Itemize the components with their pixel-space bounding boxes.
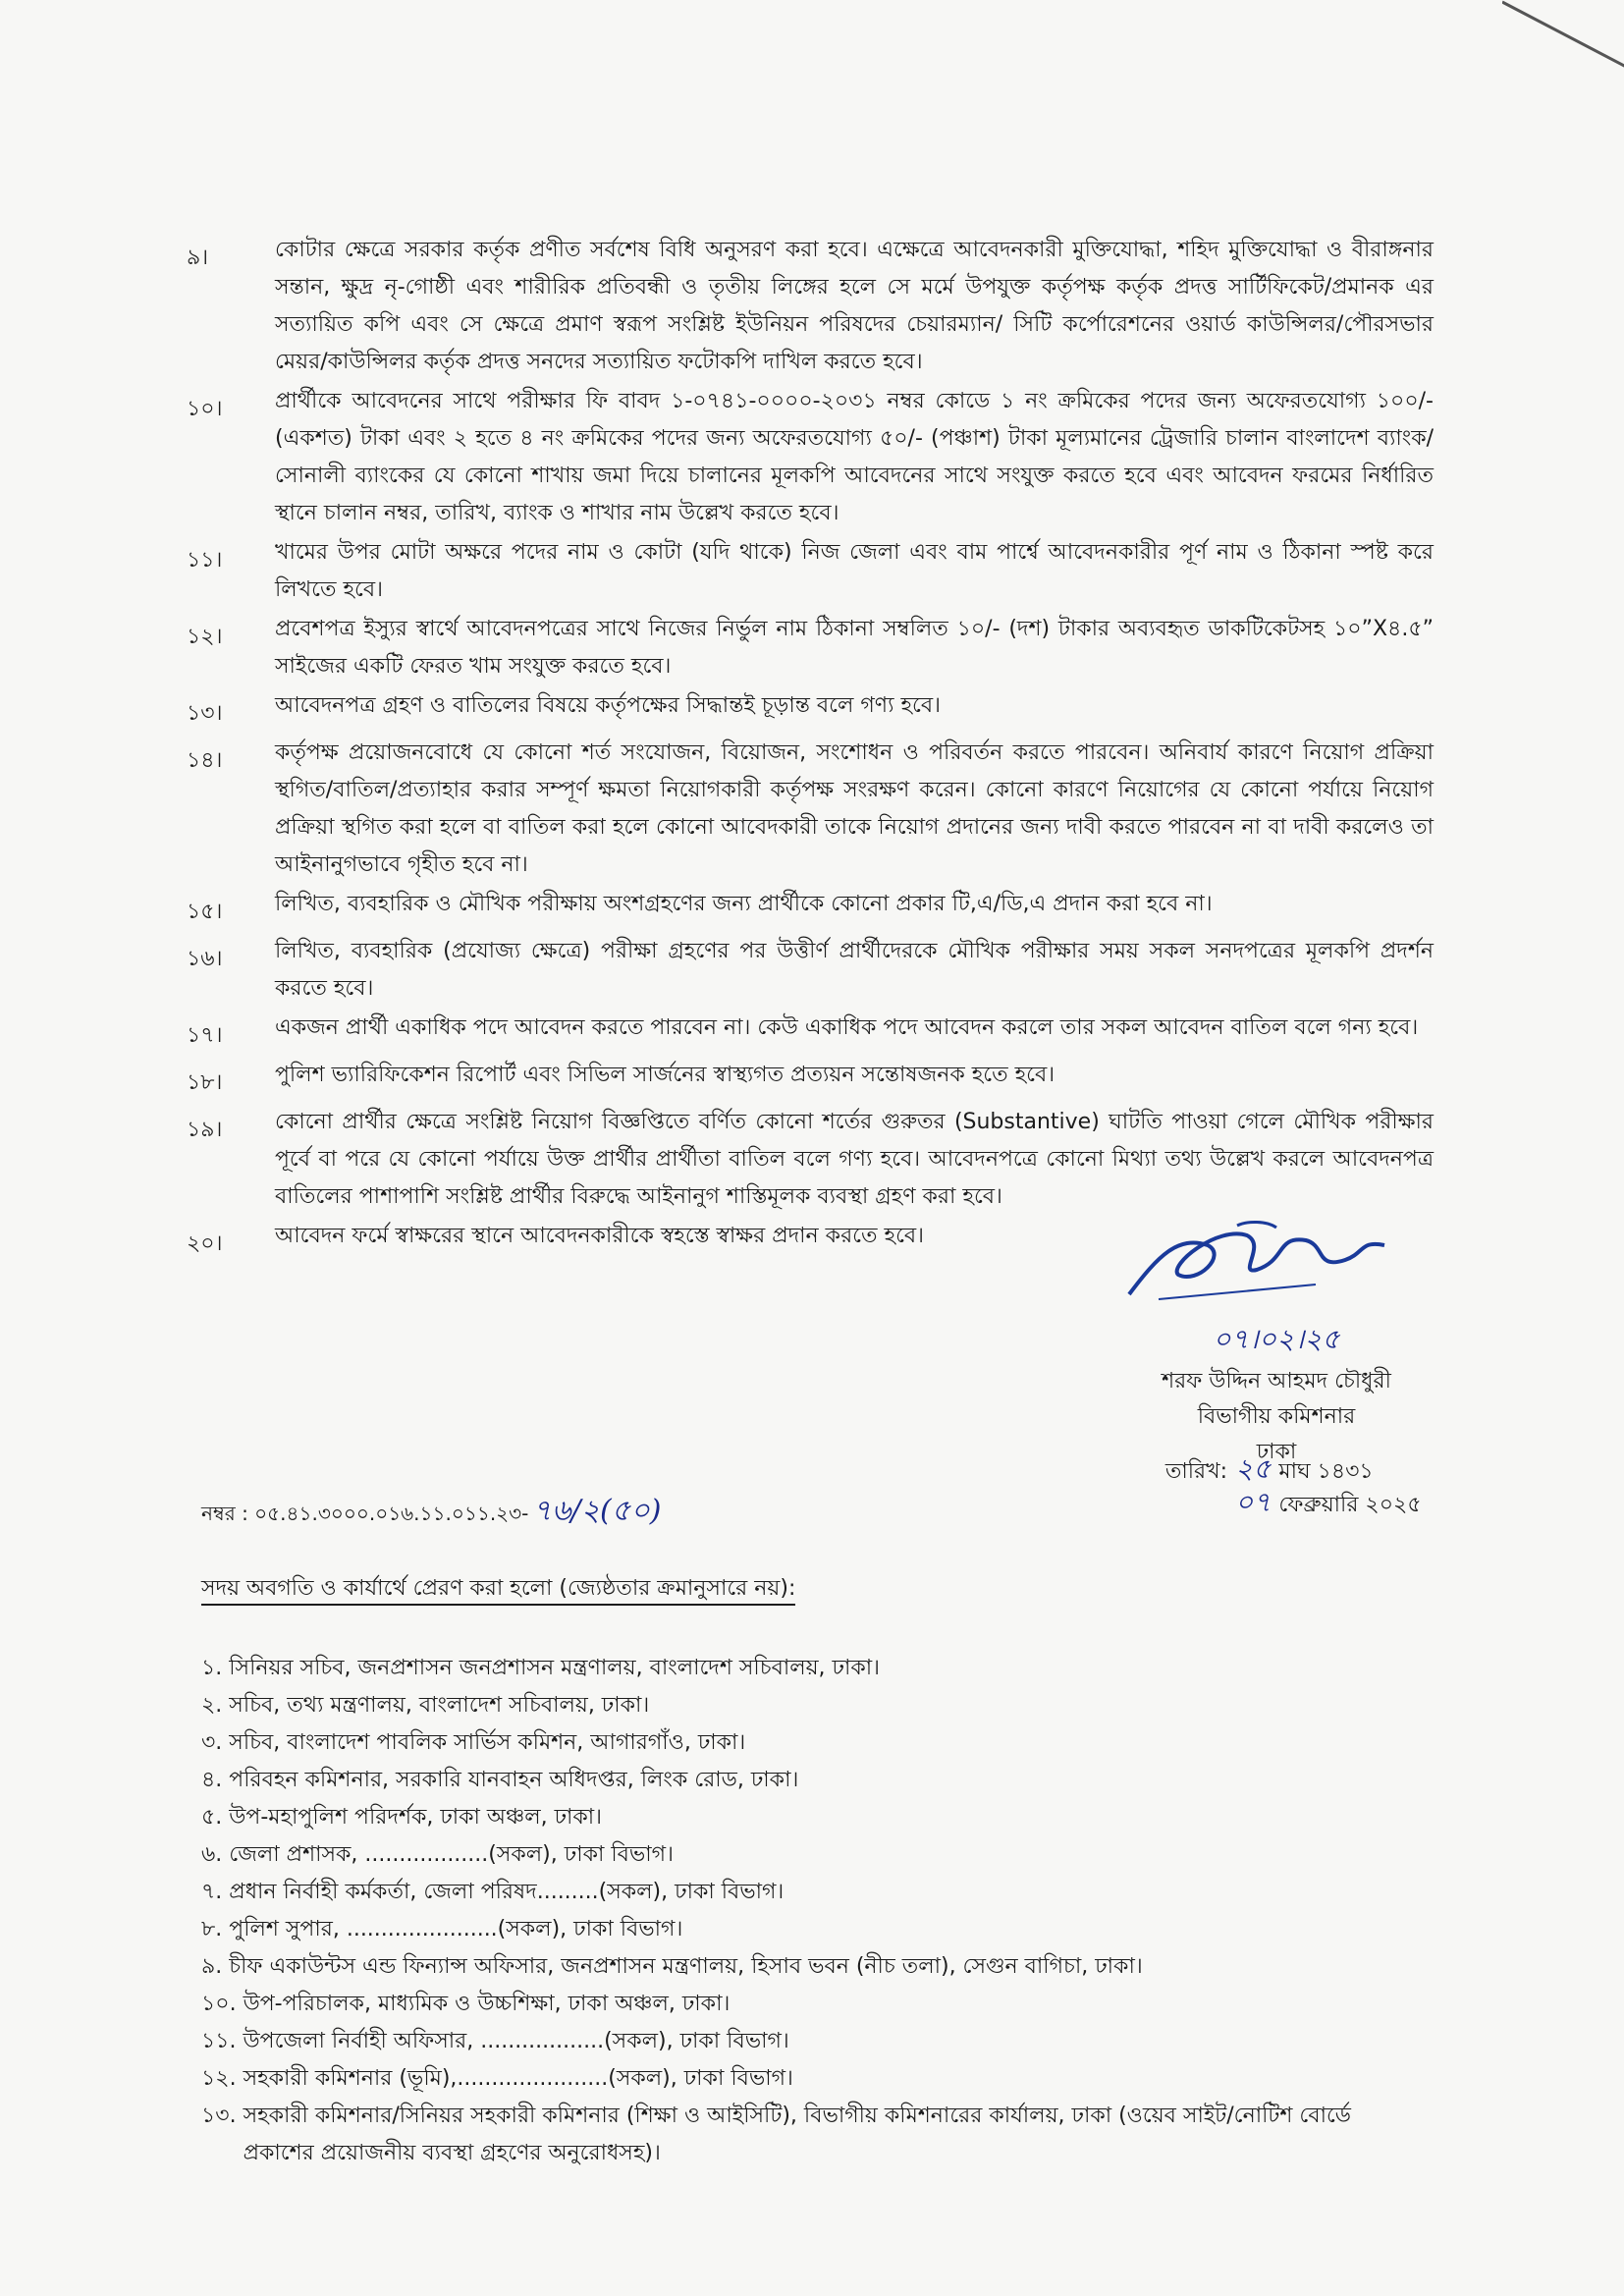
distribution-text: উপ-পরিচালক, মাধ্যমিক ও উচ্চশিক্ষা, ঢাকা অঞ্চল, ঢাকা। [243, 1992, 731, 2016]
clause-text: কর্তৃপক্ষ প্রয়োজনবোধে যে কোনো শর্ত সংযোজন, বিয়োজন, সংশোধন ও পরিবর্তন করতে পারবেন। অনিবার্য কারণে নিয়োগ প্রক্রিয়া স্থগিত/বাতিল/প্রত্যাহার করার সম্পূর্ণ ক্ষমতা নিয়োগকারী কর্তৃপক্ষ সংরক্ষণ করেন। কোনো কারণে নিয়োগের যে কোনো পর্যায়ে নিয়োগ প্রক্রিয়া স্থগিত করা হলে বা বাতিল করা হলে কোনো আবেদকারী তাকে নিয়োগ প্রদানের জন্য দাবী করতে পারবেন না বা দাবী করলেও তা আইনানুগভাবে গৃহীত হবে না। [275, 740, 1434, 877]
distribution-number: ৬. [201, 1842, 230, 1867]
clause-text: আবেদনপত্র গ্রহণ ও বাতিলের বিষয়ে কর্তৃপক্ষের সিদ্ধান্তই চূড়ান্ত বলে গণ্য হবে। [275, 693, 941, 718]
distribution-text: সচিব, বাংলাদেশ পাবলিক সার্ভিস কমিশন, আগারগাঁও, ঢাকা। [229, 1730, 746, 1755]
clause-item [187, 735, 1434, 884]
clause-number: ১২। [187, 625, 223, 649]
bangla-day-handwritten: ২৫ [1235, 1452, 1272, 1485]
clause-item [187, 687, 1434, 733]
clause-number: ১৪। [187, 748, 223, 773]
clause-number: ১৩। [187, 701, 223, 726]
distribution-number: ৩. [201, 1730, 230, 1755]
bangla-month-year: মাঘ ১৪৩১ [1278, 1459, 1374, 1484]
clause-number: ১০। [187, 397, 223, 421]
distribution-item [201, 1986, 1429, 2023]
clause-text: প্রার্থীকে আবেদনের সাথে পরীক্ষার ফি বাবদ ১-০৭৪১-০০০০-২০৩১ নম্বর কোডে ১ নং ক্রমিকের পদের জন্য অফেরতযোগ্য ১০০/- (একশত) টাকা এবং ২ হতে ৪ নং ক্রমিকের পদের জন্য অফেরতযোগ্য ৫০/- (পঞ্চাশ) টাকা মূল্যমানের ট্রেজারি চালান বাংলাদেশ ব্যাংক/সোনালী ব্যাংকের যে কোনো শাখায় জমা দিয়ে চালানের মূলকপি আবেদনের সাথে সংযুক্ত করতে হবে এবং আবেদন ফরমের নির্ধারিত স্থানে চালান নম্বর, তারিখ, ব্যাংক ও শাখার নাম উল্লেখ করতে হবে। [275, 389, 1434, 525]
memo-number [201, 1487, 661, 1537]
clause-number: ২০। [187, 1231, 223, 1256]
distribution-number: ১১. [201, 2029, 244, 2053]
distribution-heading: সদয় অবগতি ও কার্যার্থে প্রেরণ করা হলো (জ্যেষ্ঠতার ক্রমানুসারে নয়): [201, 1574, 795, 1606]
signature-block [1110, 1216, 1443, 1470]
distribution-number: ৯. [201, 1954, 230, 1979]
clause-text: প্রবেশপত্র ইস্যুর স্বার্থে আবেদনপত্রের সাথে নিজের নির্ভুল নাম ঠিকানা সম্বলিত ১০/- (দশ) টাকার অব্যবহৃত ডাকটিকেটসহ ১০”X৪.৫” সাইজের একটি ফেরত খাম সংযুক্ত করতে হবে। [275, 617, 1434, 679]
distribution-item [201, 2023, 1429, 2060]
date-label: তারিখ: [1164, 1459, 1227, 1484]
clause-number: ১৬। [187, 947, 223, 971]
distribution-number: ২. [201, 1693, 230, 1718]
distribution-item [201, 1650, 1429, 1687]
distribution-number: ৪. [201, 1768, 230, 1792]
distribution-number: ১০. [201, 1992, 244, 2016]
distribution-text: সহকারী কমিশনার (ভূমি),......................(সকল), ঢাকা বিভাগ। [243, 2066, 793, 2091]
clause-text: আবেদন ফর্মে স্বাক্ষরের স্থানে আবেদনকারীকে স্বহস্তে স্বাক্ষর প্রদান করতে হবে। [275, 1224, 925, 1248]
english-month-year: ফেব্রুয়ারি ২০২৫ [1278, 1493, 1422, 1517]
page-corner-mark [1502, 0, 1624, 147]
clause-item [187, 534, 1434, 609]
distribution-item [201, 2098, 1429, 2172]
distribution-item [201, 1948, 1429, 1986]
distribution-list [201, 1650, 1429, 2172]
distribution-text: সিনিয়র সচিব, জনপ্রশাসন জনপ্রশাসন মন্ত্রণালয়, বাংলাদেশ সচিবালয়, ঢাকা। [229, 1656, 880, 1680]
distribution-text: জেলা প্রশাসক, ..................(সকল), ঢাকা বিভাগ। [229, 1842, 674, 1867]
clause-number: ১৭। [187, 1023, 223, 1048]
signatory-name: শরফ উদ্দিন আহমদ চৌধুরী [1162, 1369, 1391, 1394]
memo-prefix: নম্বর : ০৫.৪১.৩০০০.০১৬.১১.০১১.২৩- [201, 1502, 529, 1525]
clause-number: ৯। [187, 246, 209, 270]
clause-text: লিখিত, ব্যবহারিক (প্রযোজ্য ক্ষেত্রে) পরীক্ষা গ্রহণের পর উত্তীর্ণ প্রার্থীদেরকে মৌখিক পরীক্ষার সময় সকল সনদপত্রের মূলকপি প্রদর্শন করতে হবে। [275, 939, 1434, 1001]
clause-item [187, 1010, 1434, 1055]
clause-text: পুলিশ ভ্যারিফিকেশন রিপোর্ট এবং সিভিল সার্জনের স্বাস্থ্যগত প্রত্যয়ন সন্তোষজনক হতে হবে। [275, 1063, 1056, 1087]
distribution-item [201, 1724, 1429, 1762]
distribution-text: প্রধান নির্বাহী কর্মকর্তা, জেলা পরিষদ.........(সকল), ঢাকা বিভাগ। [229, 1880, 785, 1904]
distribution-number: ১২. [201, 2066, 244, 2091]
clause-number: ১৯। [187, 1118, 223, 1142]
clause-text: কোটার ক্ষেত্রে সরকার কর্তৃক প্রণীত সর্বশেষ বিধি অনুসরণ করা হবে। এক্ষেত্রে আবেদনকারী মুক্তিযোদ্ধা, শহিদ মুক্তিযোদ্ধা ও বীরাঙ্গনার সন্তান, ক্ষুদ্র নৃ-গোষ্ঠী এবং শারীরিক প্রতিবন্ধী ও তৃতীয় লিঙ্গের হলে সে মর্মে উপযুক্ত কর্তৃপক্ষ কর্তৃক প্রদত্ত সার্টিফিকেট/প্রমানক এর সত্যায়িত কপি এবং সে ক্ষেত্রে প্রমাণ স্বরূপ সংশ্লিষ্ট ইউনিয়ন পরিষদের চেয়ারম্যান/ সিটি কর্পোরেশনের ওয়ার্ড কাউন্সিলর/পৌরসভার মেয়র/কাউন্সিলর কর্তৃক প্রদত্ত সনদের সত্যায়িত ফটোকপি দাখিল করতে হবে। [275, 238, 1434, 374]
memo-handwritten: ৭৬/২(৫০) [532, 1494, 662, 1528]
clause-item [187, 1104, 1434, 1216]
conditions-list [187, 232, 1434, 1265]
distribution-item [201, 1874, 1429, 1911]
clause-item [187, 1057, 1434, 1102]
clause-text: লিখিত, ব্যবহারিক ও মৌখিক পরীক্ষায় অংশগ্রহণের জন্য প্রার্থীকে কোনো প্রকার টি,এ/ডি,এ প্রদান করা হবে না। [275, 892, 1213, 916]
clause-item [187, 886, 1434, 931]
clause-text: একজন প্রার্থী একাধিক পদে আবেদন করতে পারবেন না। কেউ একাধিক পদে আবেদন করলে তার সকল আবেদন বাতিল বলে গন্য হবে। [275, 1015, 1419, 1040]
clause-item [187, 611, 1434, 685]
distribution-item [201, 1687, 1429, 1724]
distribution-text: সহকারী কমিশনার/সিনিয়র সহকারী কমিশনার (শিক্ষা ও আইসিটি), বিভাগীয় কমিশনারের কার্যালয়, ঢাকা (ওয়েব সাইট/নোটিশ বোর্ডে প্রকাশের প্রয়োজনীয় ব্যবস্থা গ্রহণের অনুরোধসহ)। [243, 2104, 1351, 2165]
clause-text: কোনো প্রার্থীর ক্ষেত্রে সংশ্লিষ্ট নিয়োগ বিজ্ঞপ্তিতে বর্ণিত কোনো শর্তের গুরুতর (Substantive) ঘাটতি পাওয়া গেলে মৌখিক পরীক্ষার পূর্বে বা পরে যে কোনো পর্যায়ে উক্ত প্রার্থীর প্রার্থীতা বাতিল বলে গণ্য হবে। আবেদনপত্রে কোনো মিথ্যা তথ্য উল্লেখ করলে আবেদনপত্র বাতিলের পাশাপাশি সংশ্লিষ্ট প্রার্থীর বিরুদ্ধে আইনানুগ শাস্তিমূলক ব্যবস্থা গ্রহণ করা হবে। [275, 1110, 1434, 1209]
signature-date-handwritten: ০৭।০২।২৫ [1213, 1323, 1340, 1355]
distribution-text: চীফ একাউন্টস এন্ড ফিন্যান্স অফিসার, জনপ্রশাসন মন্ত্রণালয়, হিসাব ভবন (নীচ তলা), সেগুন বাগিচা, ঢাকা। [229, 1954, 1143, 1979]
distribution-item [201, 1836, 1429, 1874]
handwritten-signature [1119, 1216, 1414, 1314]
clause-number: ১৫। [187, 900, 223, 924]
distribution-number: ১৩. [201, 2104, 244, 2128]
clause-item [187, 383, 1434, 532]
signatory-location: ঢাকা [1256, 1440, 1297, 1464]
date-block [1149, 1448, 1422, 1518]
distribution-text: পুলিশ সুপার, ......................(সকল), ঢাকা বিভাগ। [229, 1917, 683, 1941]
distribution-number: ৮. [201, 1917, 230, 1941]
distribution-text: উপ-মহাপুলিশ পরিদর্শক, ঢাকা অঞ্চল, ঢাকা। [229, 1805, 603, 1830]
clause-item [187, 232, 1434, 381]
clause-number: ১১। [187, 548, 223, 573]
distribution-number: ১. [201, 1656, 230, 1680]
distribution-text: পরিবহন কমিশনার, সরকারি যানবাহন অধিদপ্তর, লিংক রোড, ঢাকা। [229, 1768, 799, 1792]
clause-text: খামের উপর মোটা অক্ষরে পদের নাম ও কোটা (যদি থাকে) নিজ জেলা এবং বাম পার্শ্বে আবেদনকারীর পূর্ণ নাম ও ঠিকানা স্পষ্ট করে লিখতে হবে। [275, 540, 1434, 602]
distribution-item [201, 2060, 1429, 2098]
clause-item [187, 933, 1434, 1008]
english-day-handwritten: ০৭ [1235, 1486, 1272, 1518]
distribution-text: সচিব, তথ্য মন্ত্রণালয়, বাংলাদেশ সচিবালয়, ঢাকা। [229, 1693, 650, 1718]
distribution-number: ৭. [201, 1880, 230, 1904]
distribution-item [201, 1911, 1429, 1948]
clause-number: ১৮। [187, 1070, 223, 1095]
distribution-item [201, 1762, 1429, 1799]
distribution-number: ৫. [201, 1805, 230, 1830]
bangla-date-row [1149, 1448, 1422, 1485]
signatory-designation: বিভাগীয় কমিশনার [1197, 1404, 1356, 1429]
distribution-item [201, 1799, 1429, 1836]
distribution-text: উপজেলা নির্বাহী অফিসার, ..................(সকল), ঢাকা বিভাগ। [243, 2029, 789, 2053]
